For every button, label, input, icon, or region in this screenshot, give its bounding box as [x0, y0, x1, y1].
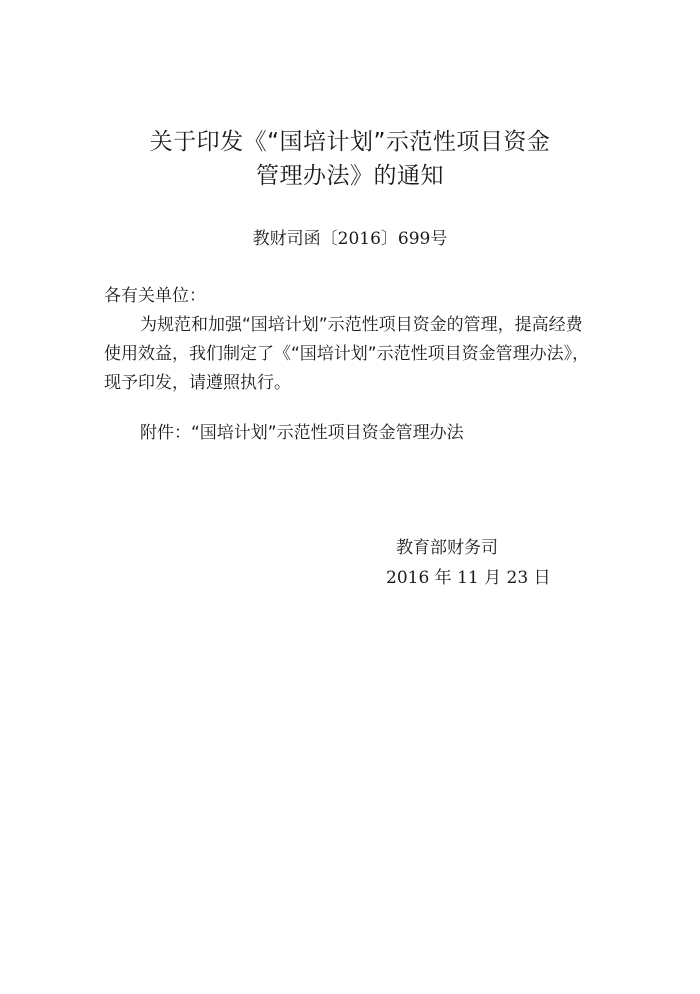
- body-paragraph-line-1: 为规范和加强“国培计划”示范性项目资金的管理，提高经费: [140, 315, 583, 335]
- date-month-unit: 月: [484, 568, 502, 588]
- date-year-unit: 年: [434, 568, 452, 588]
- doc-number-prefix: 教财司函〔: [252, 229, 338, 249]
- salutation: 各有关单位：: [104, 286, 206, 306]
- doc-number-year: 2016: [337, 229, 381, 249]
- date-day: 23: [506, 568, 529, 588]
- document-number: [0, 227, 700, 251]
- doc-number-seq: 699: [397, 229, 431, 249]
- date-day-unit: 日: [533, 568, 551, 588]
- attachment-line: 附件：“国培计划”示范性项目资金管理办法: [140, 423, 464, 443]
- document-title-line-1: 关于印发《“国培计划”示范性项目资金: [149, 129, 551, 155]
- document-title-line-2: 管理办法》的通知: [256, 163, 444, 189]
- date-month: 11: [457, 568, 479, 588]
- doc-number-suffix: 号: [430, 229, 448, 249]
- issuer-signature: 教育部财务司: [396, 538, 498, 558]
- body-paragraph-line-3: 现予印发，请遵照执行。: [104, 373, 291, 393]
- doc-number-mid: 〕: [380, 229, 398, 249]
- issue-date: [386, 566, 551, 590]
- date-year: 2016: [386, 568, 430, 588]
- body-paragraph-line-2: 使用效益，我们制定了《“国培计划”示范性项目资金管理办法》，: [104, 344, 590, 364]
